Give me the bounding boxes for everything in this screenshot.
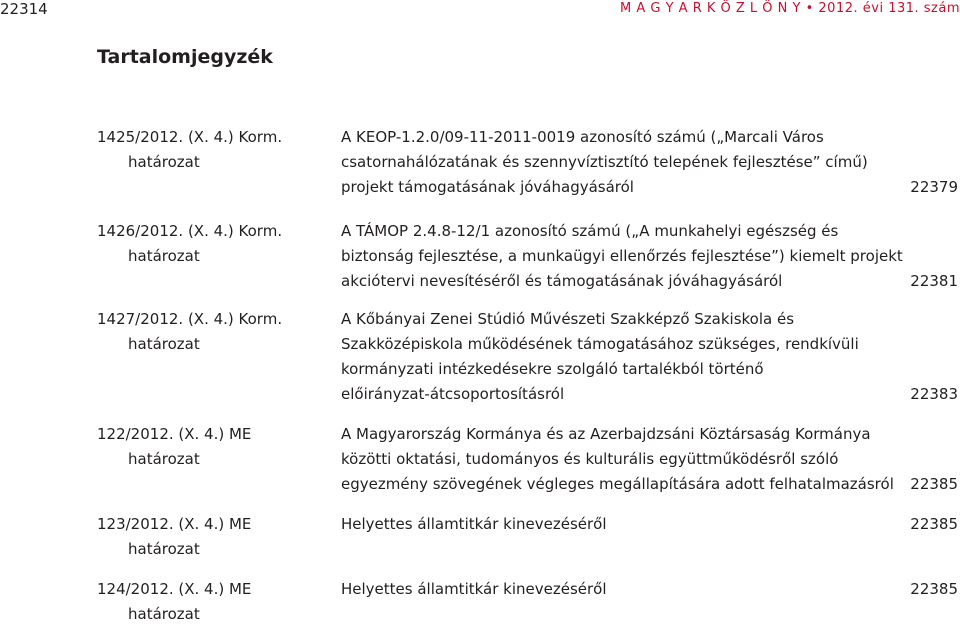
entry-description-line: Szakközépiskola működésének támogatásához szükséges, rendkívüli [341,335,859,353]
entry-description-line: projekt támogatásának jóváhagyásáról [341,178,634,196]
entry-description-line: Helyettes államtitkár kinevezéséről [341,515,607,533]
entry-reference-type: határozat [128,605,200,623]
journal-header: M A G Y A R K Ö Z L Ö N Y • 2012. évi 131. szám [620,1,960,16]
entry-description-line: biztonság fejlesztése, a munkaügyi ellenőrzés fejlesztése”) kiemelt projekt [341,247,903,265]
entry-reference [97,512,317,562]
entry-description [341,422,894,497]
entry-description-line: A KEOP-1.2.0/09-11-2011-0019 azonosító számú („Marcali Város [341,128,824,146]
entry-reference-number: 123/2012. (X. 4.) ME [97,515,252,533]
entry-description-line: kormányzati intézkedésekre szolgáló tartalékból történő [341,360,764,378]
entry-reference [97,422,317,472]
entry-reference-type: határozat [128,247,200,265]
entry-description-line: közötti oktatási, tudományos és kulturális együttműködésről szóló [341,450,839,468]
entry-reference-type: határozat [128,335,200,353]
entry-reference [97,125,317,175]
entry-page-number: 22379 [910,178,958,196]
entry-description-line: előirányzat-átcsoportosításról [341,385,565,403]
entry-description-line: egyezmény szövegének végleges megállapítására adott felhatalmazásról [341,475,894,493]
entry-reference-type: határozat [128,540,200,558]
entry-reference [97,577,317,627]
entry-reference-number: 122/2012. (X. 4.) ME [97,425,252,443]
entry-page-number: 22385 [910,580,958,598]
entry-description-line: A Kőbányai Zenei Stúdió Művészeti Szakképző Szakiskola és [341,310,795,328]
entry-description-line: A TÁMOP 2.4.8-12/1 azonosító számú („A munkahelyi egészség és [341,222,839,240]
entry-reference-number: 1427/2012. (X. 4.) Korm. [97,310,283,328]
entry-reference [97,307,317,357]
entry-reference-number: 124/2012. (X. 4.) ME [97,580,252,598]
entry-reference-type: határozat [128,153,200,171]
entry-description [341,307,861,407]
entry-description-line: Helyettes államtitkár kinevezéséről [341,580,607,598]
entry-reference-number: 1425/2012. (X. 4.) Korm. [97,128,283,146]
entry-description [341,125,868,200]
entry-page-number: 22385 [910,515,958,533]
entry-description-line: A Magyarország Kormánya és az Azerbajdzsáni Köztársaság Kormánya [341,425,871,443]
entry-description [341,512,861,537]
entry-page-number: 22381 [910,272,958,290]
entry-page-number: 22383 [910,385,958,403]
entry-description-line: csatornahálózatának és szennyvíztisztító telepének fejlesztése” című) [341,153,868,171]
page-header-number: 22314 [0,0,48,18]
entry-description [341,219,903,294]
entry-page-number: 22385 [910,475,958,493]
entry-reference-type: határozat [128,450,200,468]
entry-reference-number: 1426/2012. (X. 4.) Korm. [97,222,283,240]
entry-reference [97,219,317,269]
entry-description-line: akciótervi nevesítéséről és támogatásának jóváhagyásáról [341,272,783,290]
page-title: Tartalomjegyzék [97,46,273,68]
entry-description [341,577,861,602]
